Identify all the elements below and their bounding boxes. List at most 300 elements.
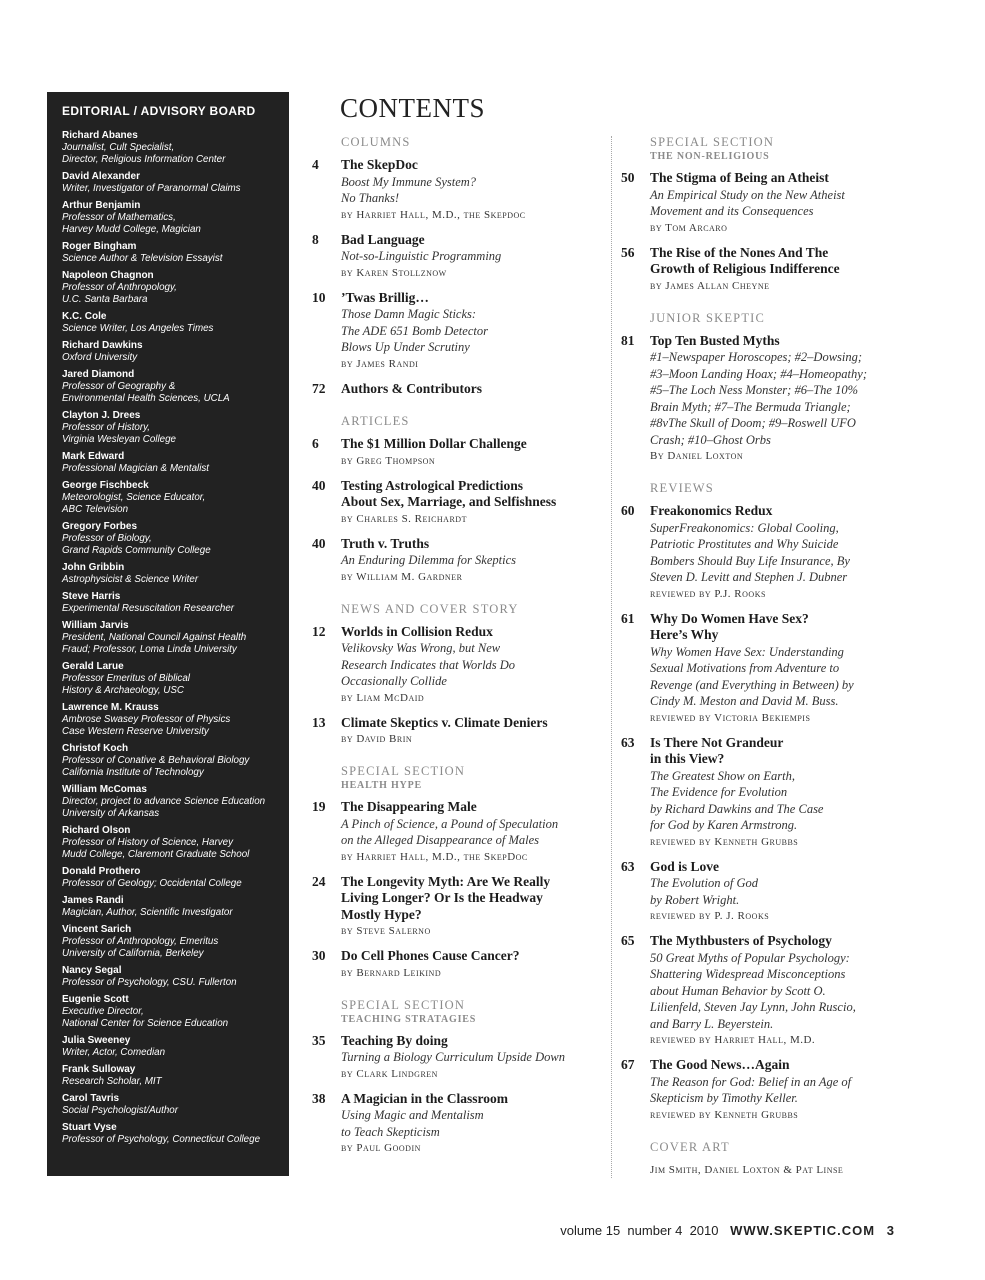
entry-page-number: 19 bbox=[312, 799, 326, 814]
entry-title bbox=[650, 245, 921, 278]
entry-subtitle bbox=[650, 768, 921, 834]
board-member-role: President, National Council Against Health bbox=[62, 632, 247, 643]
entry-title-line: The Good News…Again bbox=[650, 1057, 790, 1072]
entry-page-number: 38 bbox=[312, 1090, 326, 1106]
website-url[interactable]: WWW.SKEPTIC.COM bbox=[730, 1223, 876, 1238]
entry-title-line: The Stigma of Being an Atheist bbox=[650, 170, 829, 185]
page-number: 3 bbox=[886, 1223, 894, 1238]
board-member-role: Director, Religious Information Center bbox=[62, 154, 226, 165]
contents-entry[interactable] bbox=[312, 1033, 602, 1082]
section-heading: SPECIAL SECTION bbox=[341, 997, 466, 1012]
board-member bbox=[62, 591, 289, 615]
board-member bbox=[62, 994, 289, 1030]
board-title: EDITORIAL / ADVISORY BOARD bbox=[62, 104, 256, 118]
entry-subtitle-line: Bombers Should Buy Life Insurance, By bbox=[650, 553, 850, 568]
contents-entry[interactable] bbox=[312, 715, 602, 748]
section-heading: REVIEWS bbox=[650, 481, 714, 495]
entry-subtitle-line: An Empirical Study on the New Atheist bbox=[650, 187, 845, 202]
entry-subtitle-line: about Human Behavior by Scott O. bbox=[650, 983, 826, 998]
board-member bbox=[62, 1093, 289, 1117]
entry-subtitle-line: Movement and its Consequences bbox=[650, 204, 814, 218]
entry-subtitle bbox=[341, 248, 602, 265]
board-member-name: Richard Olson bbox=[62, 825, 131, 836]
entry-title bbox=[650, 735, 921, 768]
entry-title-line: Climate Skeptics v. Climate Deniers bbox=[341, 714, 548, 730]
entry-page-number: 61 bbox=[621, 610, 635, 626]
contents-section bbox=[621, 1140, 921, 1178]
board-member-role: Experimental Resuscitation Researcher bbox=[62, 603, 235, 614]
entry-subtitle-line: Using Magic and Mentalism bbox=[341, 1108, 484, 1122]
board-member-name: Arthur Benjamin bbox=[62, 200, 141, 211]
entry-subtitle bbox=[341, 174, 602, 207]
board-member-role: Professor of Anthropology, Emeritus bbox=[62, 936, 219, 947]
board-member-role: Mudd College, Claremont Graduate School bbox=[62, 849, 250, 860]
entry-title-line: in this View? bbox=[650, 751, 725, 766]
board-member-role: Magician, Author, Scientific Investigator bbox=[62, 907, 233, 918]
entry-page-number: 81 bbox=[621, 332, 635, 348]
contents-entry[interactable] bbox=[621, 333, 921, 465]
entry-page-number: 50 bbox=[621, 170, 635, 185]
board-member bbox=[62, 743, 289, 779]
contents-right-column bbox=[621, 135, 921, 1195]
entry-subtitle-line: Why Women Have Sex: Understanding bbox=[650, 644, 844, 659]
entry-subtitle-line: Those Damn Magic Sticks: bbox=[341, 307, 477, 321]
section-heading: COVER ART bbox=[650, 1139, 730, 1154]
entry-title bbox=[341, 478, 602, 511]
entry-subtitle-line: for God by Karen Armstrong. bbox=[650, 818, 798, 832]
entry-subtitle-line: to Teach Skepticism bbox=[341, 1124, 440, 1139]
entry-byline: by Bernard Leikind bbox=[341, 966, 442, 979]
entry-page-number: 8 bbox=[312, 231, 319, 247]
board-member-role: Case Western Reserve University bbox=[62, 726, 209, 737]
board-member-role: Writer, Actor, Comedian bbox=[62, 1047, 166, 1058]
contents-entry[interactable] bbox=[312, 624, 602, 706]
entry-title-line: Do Cell Phones Cause Cancer? bbox=[341, 948, 520, 963]
entry-subtitle-line: Occasionally Collide bbox=[341, 674, 447, 688]
entry-title bbox=[341, 624, 602, 641]
entry-byline: reviewed by Harriet Hall, M.D. bbox=[650, 1034, 816, 1046]
board-member-role: Environmental Health Sciences, UCLA bbox=[62, 393, 230, 404]
entry-title-line: The Disappearing Male bbox=[341, 799, 477, 814]
entry-title-line: Teaching By doing bbox=[341, 1032, 448, 1048]
entry-title-line: Living Longer? Or Is the Headway bbox=[341, 890, 543, 905]
board-member-role: Professor of Mathematics, bbox=[62, 212, 176, 223]
entry-subtitle-line: No Thanks! bbox=[341, 191, 399, 205]
board-member-role: History & Archaeology, USC bbox=[62, 685, 184, 696]
entry-title-line: Testing Astrological Predictions bbox=[341, 477, 524, 493]
section-subheading: THE NON-RELIGIOUS bbox=[650, 151, 770, 162]
entry-title-line: Mostly Hype? bbox=[341, 906, 422, 922]
entry-page-number: 63 bbox=[621, 734, 635, 750]
entry-subtitle-line: #5–The Loch Ness Monster; #6–The 10% bbox=[650, 383, 858, 397]
entry-subtitle bbox=[341, 552, 602, 569]
entry-title bbox=[341, 436, 602, 453]
entry-subtitle-line: Turning a Biology Curriculum Upside Down bbox=[341, 1050, 565, 1064]
entry-byline: by Harriet Hall, M.D., the Skepdoc bbox=[341, 208, 526, 221]
board-member-name: Jared Diamond bbox=[62, 369, 135, 380]
entry-title bbox=[341, 874, 602, 924]
contents-entry[interactable] bbox=[621, 735, 921, 850]
entry-byline: by James Randi bbox=[341, 357, 419, 370]
board-member bbox=[62, 1122, 289, 1146]
entry-subtitle-line: Research Indicates that Worlds Do bbox=[341, 657, 516, 672]
contents-entry[interactable] bbox=[621, 1162, 921, 1178]
entry-subtitle-line: by Richard Dawkins and The Case bbox=[650, 801, 824, 816]
board-member bbox=[62, 340, 289, 364]
entry-subtitle-line: #8vThe Skull of Doom; #9–Roswell UFO bbox=[650, 416, 856, 430]
contents-section bbox=[621, 135, 921, 294]
entry-subtitle bbox=[650, 349, 921, 448]
board-member-role: University of California, Berkeley bbox=[62, 948, 204, 959]
entry-subtitle-line: by Robert Wright. bbox=[650, 892, 740, 907]
entry-title-line: God is Love bbox=[650, 858, 720, 874]
entry-title bbox=[650, 170, 921, 187]
entry-subtitle-line: The Evolution of God bbox=[650, 876, 758, 890]
entry-title-line: The SkepDoc bbox=[341, 157, 418, 172]
contents-entry[interactable] bbox=[312, 290, 602, 372]
section-heading: NEWS AND COVER STORY bbox=[341, 601, 519, 616]
entry-page-number: 67 bbox=[621, 1057, 635, 1072]
entry-subtitle-line: Sexual Motivations from Adventure to bbox=[650, 661, 840, 675]
contents-entry[interactable] bbox=[312, 799, 602, 865]
board-member bbox=[62, 270, 289, 306]
board-member-name: Julia Sweeney bbox=[62, 1035, 131, 1046]
entry-title bbox=[650, 859, 921, 876]
board-member-name: John Gribbin bbox=[62, 562, 125, 573]
contents-section bbox=[312, 998, 602, 1157]
board-member-name: Mark Edward bbox=[62, 451, 125, 462]
board-member bbox=[62, 1064, 289, 1088]
board-member-role: Director, project to advance Science Education bbox=[62, 796, 266, 807]
board-member bbox=[62, 866, 289, 890]
board-member bbox=[62, 200, 289, 236]
board-member-role: Research Scholar, MIT bbox=[62, 1076, 162, 1087]
entry-page-number: 40 bbox=[312, 477, 326, 493]
contents-section bbox=[621, 311, 921, 465]
board-member bbox=[62, 241, 289, 265]
board-member-name: K.C. Cole bbox=[62, 311, 107, 322]
entry-subtitle-line: Steven D. Levitt and Stephen J. Dubner bbox=[650, 570, 848, 584]
board-member-name: Nancy Segal bbox=[62, 965, 122, 976]
entry-subtitle bbox=[341, 306, 602, 356]
entry-title bbox=[341, 715, 602, 732]
entry-title-line: About Sex, Marriage, and Selfishness bbox=[341, 494, 557, 509]
entry-title-line: Is There Not Grandeur bbox=[650, 734, 784, 750]
entry-page-number: 63 bbox=[621, 858, 635, 874]
contents-entry[interactable] bbox=[621, 503, 921, 602]
board-member-name: David Alexander bbox=[62, 171, 140, 182]
board-member-role: Executive Director, bbox=[62, 1006, 144, 1017]
board-member bbox=[62, 895, 289, 919]
entry-subtitle-line: #1–Newspaper Horoscopes; #2–Dowsing; bbox=[650, 350, 863, 364]
entry-title-line: A Magician in the Classroom bbox=[341, 1090, 509, 1106]
board-member-name: Eugenie Scott bbox=[62, 994, 129, 1005]
entry-title-line: The Mythbusters of Psychology bbox=[650, 933, 832, 948]
board-member-role: Grand Rapids Community College bbox=[62, 545, 211, 556]
contents-left-column bbox=[312, 135, 602, 1173]
entry-title-line: Why Do Women Have Sex? bbox=[650, 610, 809, 626]
entry-subtitle-line: Lilienfeld, Steven Jay Lynn, John Ruscio, bbox=[650, 1000, 856, 1014]
board-member-role: Virginia Wesleyan College bbox=[62, 434, 176, 445]
entry-page-number: 40 bbox=[312, 535, 326, 551]
entry-subtitle-line: Velikovsky Was Wrong, but New bbox=[341, 641, 501, 655]
entry-title-line: The $1 Million Dollar Challenge bbox=[341, 436, 527, 451]
page-title: CONTENTS bbox=[340, 93, 485, 123]
contents-entry[interactable] bbox=[312, 478, 602, 527]
contents-entry[interactable] bbox=[621, 933, 921, 1048]
contents-entry[interactable] bbox=[312, 436, 602, 469]
board-member-role: Oxford University bbox=[62, 352, 138, 363]
entry-page-number: 10 bbox=[312, 289, 326, 305]
entry-byline: by Tom Arcaro bbox=[650, 221, 728, 234]
contents-entry[interactable] bbox=[312, 536, 602, 585]
entry-subtitle-line: Not-so-Linguistic Programming bbox=[341, 249, 502, 263]
entry-byline: by Charles S. Reichardt bbox=[341, 512, 467, 525]
entry-title bbox=[341, 157, 602, 174]
section-heading: COLUMNS bbox=[341, 135, 411, 149]
board-member-name: Clayton J. Drees bbox=[62, 410, 141, 421]
entry-page-number: 6 bbox=[312, 436, 319, 451]
board-member-name: Christof Koch bbox=[62, 743, 129, 754]
board-member-role: Professor of Psychology, CSU. Fullerton bbox=[62, 977, 237, 988]
entry-byline: by Karen Stollznow bbox=[341, 266, 447, 279]
entry-title bbox=[650, 1057, 921, 1074]
board-member-name: Richard Dawkins bbox=[62, 340, 143, 351]
board-member bbox=[62, 451, 289, 475]
contents-section bbox=[312, 602, 602, 748]
editorial-advisory-board bbox=[47, 92, 289, 1176]
entry-subtitle-line: SuperFreakonomics: Global Cooling, bbox=[650, 520, 839, 535]
board-member-role: Professor of Psychology, Connecticut College bbox=[62, 1134, 261, 1145]
entry-title bbox=[341, 536, 602, 553]
board-member-role: Writer, Investigator of Paranormal Claims bbox=[62, 183, 241, 194]
issue-info: volume 15 number 4 2010 bbox=[560, 1223, 719, 1238]
board-member bbox=[62, 171, 289, 195]
board-member-role: National Center for Science Education bbox=[62, 1018, 229, 1029]
board-member bbox=[62, 410, 289, 446]
entry-byline: by Steve Salerno bbox=[341, 925, 431, 937]
entry-page-number: 30 bbox=[312, 948, 326, 963]
contents-section bbox=[312, 764, 602, 981]
entry-subtitle bbox=[341, 816, 602, 849]
board-member bbox=[62, 521, 289, 557]
contents-entry[interactable] bbox=[312, 948, 602, 981]
board-member-list bbox=[62, 130, 289, 1146]
entry-subtitle-line: Brain Myth; #7–The Bermuda Triangle; bbox=[650, 399, 851, 414]
board-member-name: Carol Tavris bbox=[62, 1093, 120, 1104]
entry-title bbox=[650, 933, 921, 950]
entry-subtitle bbox=[650, 1074, 921, 1107]
contents-entry[interactable] bbox=[621, 170, 921, 236]
board-member bbox=[62, 661, 289, 697]
entry-byline: reviewed by P.J. Rooks bbox=[650, 587, 766, 600]
entry-subtitle-line: and Barry L. Beyerstein. bbox=[650, 1016, 774, 1031]
board-member-role: Professor of Geology; Occidental College bbox=[62, 878, 242, 889]
entry-byline: by William M. Gardner bbox=[341, 570, 463, 583]
board-member-role: California Institute of Technology bbox=[62, 767, 204, 778]
board-member-role: ABC Television bbox=[62, 504, 129, 515]
entry-byline: by Clark Lindgren bbox=[341, 1067, 438, 1080]
board-member-role: Professional Magician & Mentalist bbox=[62, 463, 210, 474]
board-member-name: George Fischbeck bbox=[62, 480, 149, 491]
entry-subtitle-line: The Greatest Show on Earth, bbox=[650, 768, 796, 783]
board-member-name: Vincent Sarich bbox=[62, 924, 132, 935]
entry-page-number: 56 bbox=[621, 244, 635, 260]
section-heading: ARTICLES bbox=[341, 414, 410, 428]
board-member-name: Lawrence M. Krauss bbox=[62, 702, 159, 713]
board-member-role: Journalist, Cult Specialist, bbox=[62, 142, 175, 153]
section-heading: SPECIAL SECTION bbox=[341, 764, 466, 778]
entry-subtitle bbox=[341, 1049, 602, 1066]
entry-title bbox=[341, 1091, 602, 1108]
board-member-role: Astrophysicist & Science Writer bbox=[62, 574, 199, 585]
entry-title bbox=[341, 290, 602, 307]
board-member-name: William Jarvis bbox=[62, 620, 129, 631]
entry-title-line: ’Twas Brillig… bbox=[341, 289, 429, 305]
board-member-role: Professor of Conative & Behavioral Biology bbox=[62, 755, 250, 766]
entry-title bbox=[650, 611, 921, 644]
entry-subtitle bbox=[341, 640, 602, 690]
contents-entry[interactable] bbox=[312, 232, 602, 281]
entry-byline: by Paul Goodin bbox=[341, 1142, 421, 1154]
contents-section bbox=[621, 481, 921, 1123]
entry-page-number: 60 bbox=[621, 503, 635, 518]
entry-subtitle-line: Shattering Widespread Misconceptions bbox=[650, 967, 846, 981]
entry-subtitle-line: An Enduring Dilemma for Skeptics bbox=[341, 553, 516, 567]
entry-byline: by Liam McDaid bbox=[341, 691, 425, 704]
contents-section bbox=[312, 135, 602, 397]
entry-subtitle bbox=[650, 875, 921, 908]
board-member-role: Professor of History of Science, Harvey bbox=[62, 837, 233, 848]
entry-title-line: The Rise of the Nones And The bbox=[650, 244, 829, 260]
entry-title bbox=[341, 1033, 602, 1050]
entry-title-line: Worlds in Collision Redux bbox=[341, 623, 493, 639]
board-member-name: Frank Sulloway bbox=[62, 1064, 136, 1075]
section-subheading: TEACHING STRATAGIES bbox=[341, 1013, 477, 1025]
entry-page-number: 4 bbox=[312, 157, 319, 172]
entry-title-line: Authors & Contributors bbox=[341, 380, 483, 396]
contents-entry[interactable] bbox=[312, 1091, 602, 1157]
entry-subtitle-line: #3–Moon Landing Hoax; #4–Homeopathy; bbox=[650, 366, 867, 381]
entry-byline: reviewed by Victoria Bekiempis bbox=[650, 711, 811, 724]
board-member bbox=[62, 784, 289, 820]
board-member-role: Professor Emeritus of Biblical bbox=[62, 673, 190, 684]
entry-subtitle-line: The Reason for God: Belief in an Age of bbox=[650, 1074, 852, 1089]
entry-subtitle-line: Patriotic Prostitutes and Why Suicide bbox=[650, 537, 839, 551]
entry-subtitle-line: A Pinch of Science, a Pound of Speculation bbox=[341, 816, 559, 831]
board-member-name: James Randi bbox=[62, 895, 124, 906]
board-member-name: William McComas bbox=[62, 784, 147, 795]
board-member-name: Roger Bingham bbox=[62, 241, 137, 252]
board-member bbox=[62, 825, 289, 861]
entry-subtitle bbox=[341, 1107, 602, 1140]
contents-entry[interactable] bbox=[621, 859, 921, 925]
entry-title bbox=[650, 503, 921, 520]
entry-byline: by Greg Thompson bbox=[341, 454, 436, 467]
board-member bbox=[62, 480, 289, 516]
contents-entry[interactable] bbox=[312, 157, 602, 223]
entry-byline: Jim Smith, Daniel Loxton & Pat Linse bbox=[650, 1163, 844, 1176]
entry-subtitle-line: 50 Great Myths of Popular Psychology: bbox=[650, 950, 850, 965]
contents-entry[interactable] bbox=[312, 874, 602, 940]
board-member-role: Professor of History, bbox=[62, 422, 151, 433]
section-heading: SPECIAL SECTION bbox=[650, 135, 775, 149]
entry-subtitle bbox=[650, 187, 921, 220]
entry-title bbox=[341, 381, 602, 398]
entry-byline: reviewed by Kenneth Grubbs bbox=[650, 835, 799, 848]
board-member-name: Donald Prothero bbox=[62, 866, 141, 877]
entry-title-line: Here’s Why bbox=[650, 627, 719, 642]
board-member-name: Steve Harris bbox=[62, 591, 121, 602]
entry-subtitle bbox=[650, 950, 921, 1033]
entry-title-line: Top Ten Busted Myths bbox=[650, 332, 780, 348]
entry-page-number: 35 bbox=[312, 1032, 326, 1048]
entry-byline: reviewed by P. J. Rooks bbox=[650, 910, 770, 922]
entry-title bbox=[341, 799, 602, 816]
board-member-role: Science Writer, Los Angeles Times bbox=[62, 323, 214, 334]
board-member-role: Meteorologist, Science Educator, bbox=[62, 492, 206, 503]
board-member bbox=[62, 1035, 289, 1059]
board-member-name: Gerald Larue bbox=[62, 661, 124, 672]
entry-subtitle-line: Skepticism by Timothy Keller. bbox=[650, 1091, 798, 1105]
entry-subtitle bbox=[650, 520, 921, 586]
entry-subtitle-line: Cindy M. Meston and David M. Buss. bbox=[650, 694, 839, 708]
entry-title bbox=[650, 333, 921, 350]
column-divider bbox=[611, 136, 612, 1178]
entry-page-number: 13 bbox=[312, 714, 326, 730]
board-member bbox=[62, 965, 289, 989]
section-subheading: HEALTH HYPE bbox=[341, 780, 422, 791]
board-member bbox=[62, 369, 289, 405]
contents-entry[interactable] bbox=[621, 245, 921, 294]
entry-page-number: 12 bbox=[312, 623, 326, 639]
board-member-name: Richard Abanes bbox=[62, 130, 138, 141]
board-member-role: Fraud; Professor, Loma Linda University bbox=[62, 644, 237, 655]
board-member-role: Professor of Anthropology, bbox=[62, 282, 177, 293]
board-member bbox=[62, 702, 289, 738]
board-member bbox=[62, 620, 289, 656]
section-heading: JUNIOR SKEPTIC bbox=[650, 310, 766, 325]
entry-title-line: Growth of Religious Indifference bbox=[650, 261, 840, 276]
contents-section bbox=[312, 414, 602, 585]
contents-entry[interactable] bbox=[621, 1057, 921, 1123]
page-footer bbox=[560, 1223, 894, 1238]
board-member-role: Science Author & Television Essayist bbox=[62, 253, 223, 264]
entry-byline: reviewed by Kenneth Grubbs bbox=[650, 1108, 799, 1121]
board-member-role: Professor of Biology, bbox=[62, 533, 152, 544]
entry-page-number: 65 bbox=[621, 933, 635, 948]
entry-subtitle-line: The Evidence for Evolution bbox=[650, 785, 788, 799]
entry-subtitle-line: Crash; #10–Ghost Orbs bbox=[650, 432, 771, 447]
board-member-role: Harvey Mudd College, Magician bbox=[62, 224, 201, 235]
entry-byline: by Harriet Hall, M.D., the SkepDoc bbox=[341, 850, 528, 863]
entry-byline: by James Allan Cheyne bbox=[650, 279, 770, 292]
entry-subtitle bbox=[650, 644, 921, 710]
contents-entry[interactable] bbox=[621, 611, 921, 726]
board-member-role: Professor of Geography & bbox=[62, 381, 176, 392]
entry-title-line: The Longevity Myth: Are We Really bbox=[341, 873, 551, 889]
entry-subtitle-line: Boost My Immune System? bbox=[341, 174, 477, 189]
entry-subtitle-line: on the Alleged Disappearance of Males bbox=[341, 833, 539, 847]
entry-subtitle-line: Revenge (and Everything in Between) by bbox=[650, 677, 854, 692]
entry-title-line: Truth v. Truths bbox=[341, 535, 430, 551]
entry-title-line: Freakonomics Redux bbox=[650, 503, 773, 518]
contents-entry[interactable] bbox=[312, 381, 602, 398]
board-member-name: Stuart Vyse bbox=[62, 1122, 117, 1133]
entry-subtitle-line: Blows Up Under Scrutiny bbox=[341, 340, 470, 354]
entry-page-number: 72 bbox=[312, 380, 326, 396]
entry-title-line: Bad Language bbox=[341, 231, 425, 247]
